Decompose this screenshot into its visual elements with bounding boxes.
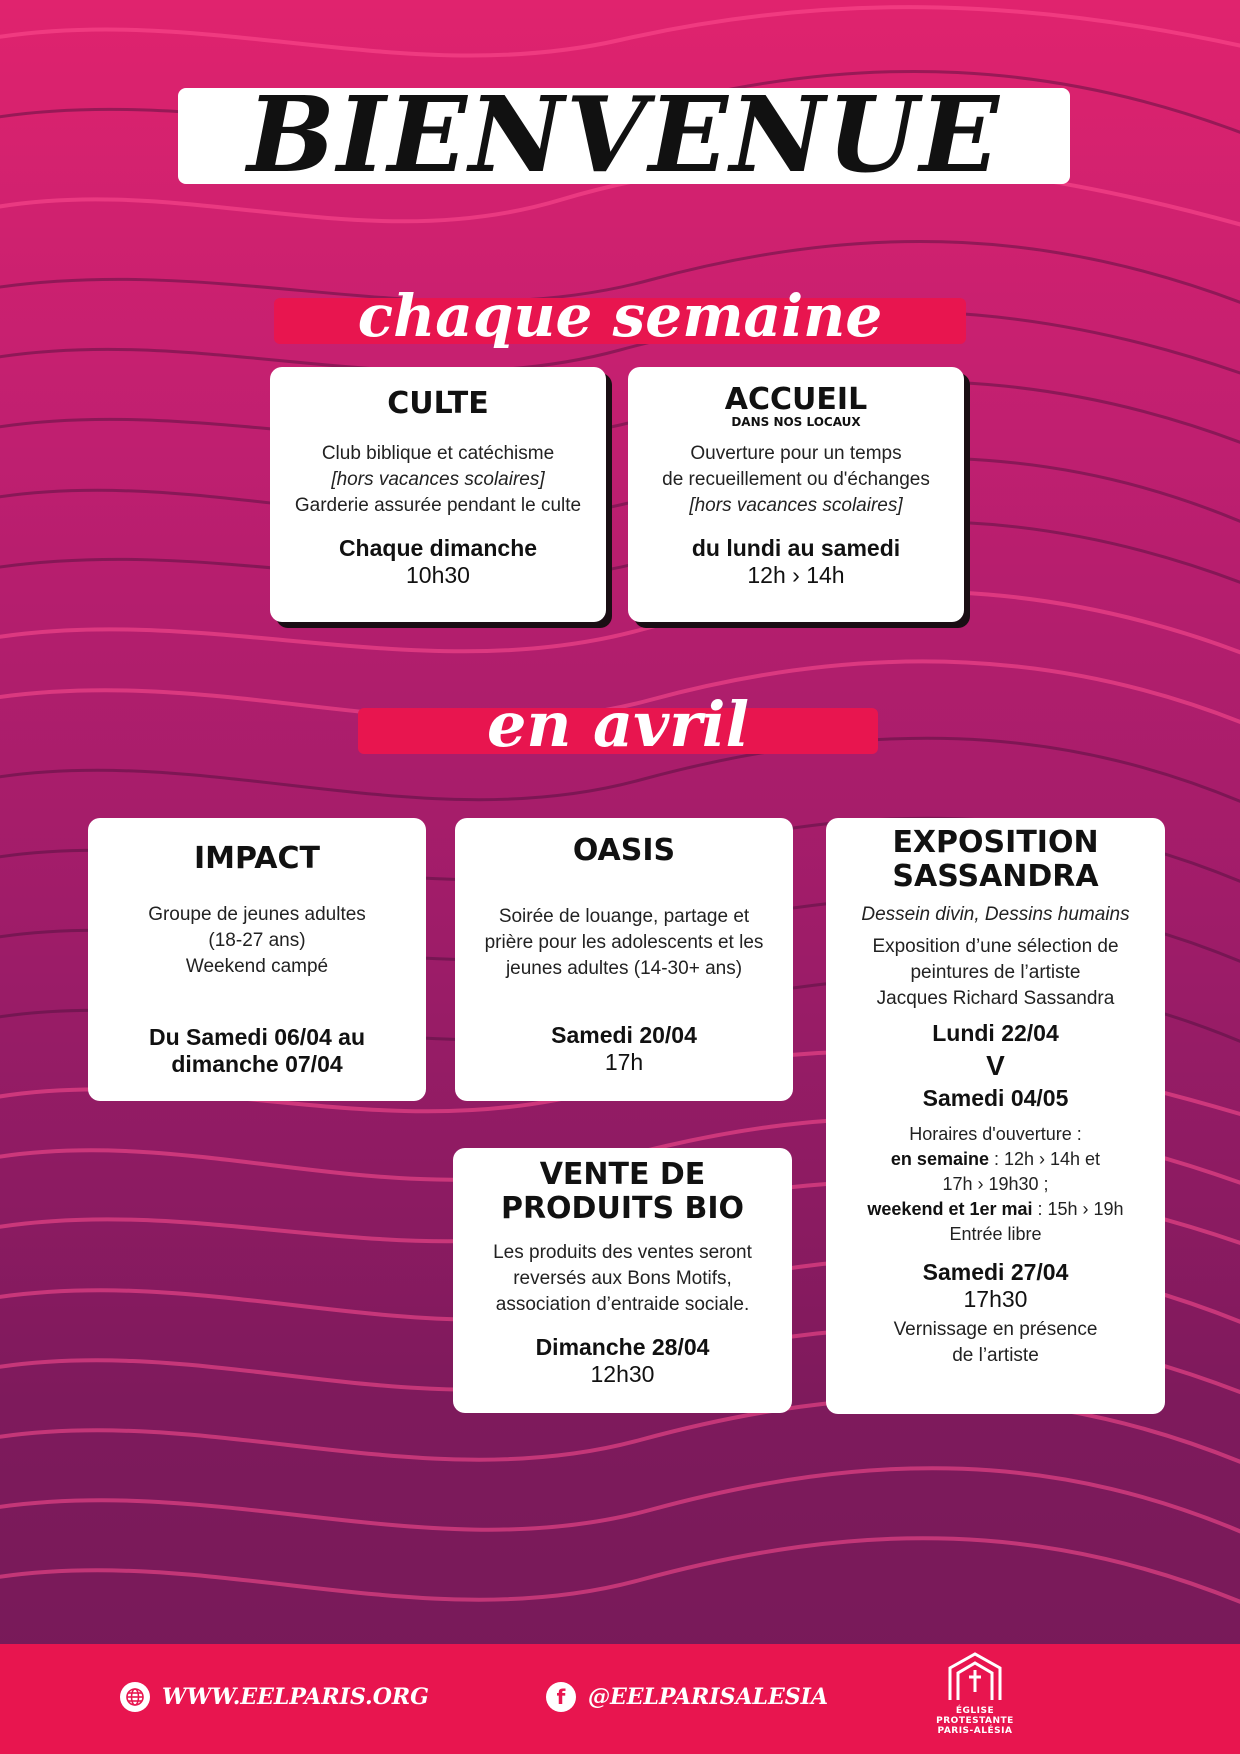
impact-desc-3: Weekend campé bbox=[185, 956, 329, 977]
expo-arrow-down: V bbox=[986, 1050, 1005, 1081]
expo-desc-1: Exposition d’une sélection de bbox=[872, 936, 1119, 957]
website-text: WWW.EELPARIS.ORG bbox=[162, 1684, 429, 1710]
expo-vernissage-desc-1: Vernissage en présence bbox=[893, 1319, 1098, 1340]
culte-desc-2: [hors vacances scolaires] bbox=[331, 469, 545, 490]
vente-desc-1: Les produits des ventes seront bbox=[493, 1242, 752, 1263]
vente-desc-3: association d’entraide sociale. bbox=[495, 1294, 750, 1315]
impact-card bbox=[88, 818, 426, 1101]
culte-title: CULTE bbox=[387, 386, 489, 421]
website-link[interactable] bbox=[120, 1682, 429, 1712]
vente-title-1: VENTE DE bbox=[539, 1157, 706, 1192]
expo-vernissage-desc-2: de l’artiste bbox=[952, 1345, 1039, 1366]
vente-time: 12h30 bbox=[590, 1361, 655, 1387]
facebook-link[interactable] bbox=[546, 1682, 828, 1712]
oasis-card bbox=[455, 818, 793, 1101]
oasis-title: OASIS bbox=[572, 833, 676, 868]
expo-week-hours-1: : 12h › 14h et bbox=[988, 1149, 1101, 1169]
facebook-text: @EELPARISALESIA bbox=[588, 1684, 829, 1710]
accueil-time: 12h › 14h bbox=[747, 562, 845, 588]
page-title: BIENVENUE bbox=[247, 73, 1001, 196]
weekly-heading: chaque semaine bbox=[357, 282, 883, 350]
vente-card bbox=[453, 1148, 792, 1413]
expo-desc-2: peintures de l’artiste bbox=[910, 962, 1081, 983]
impact-desc-2: (18-27 ans) bbox=[208, 930, 306, 951]
impact-when-1: Du Samedi 06/04 au bbox=[148, 1024, 366, 1050]
vente-when: Dimanche 28/04 bbox=[535, 1334, 710, 1360]
expo-hours-label: Horaires d'ouverture : bbox=[909, 1124, 1082, 1144]
impact-when-2: dimanche 07/04 bbox=[171, 1051, 343, 1077]
church-logo-icon bbox=[944, 1650, 1006, 1702]
expo-title-1: EXPOSITION bbox=[892, 825, 1099, 860]
vente-title-2: PRODUITS BIO bbox=[500, 1191, 745, 1226]
accueil-desc-1: Ouverture pour un temps bbox=[690, 443, 902, 464]
oasis-when: Samedi 20/04 bbox=[551, 1022, 697, 1048]
oasis-desc-1: Soirée de louange, partage et bbox=[498, 906, 750, 927]
culte-when: Chaque dimanche bbox=[338, 535, 538, 561]
accueil-subtitle: DANS NOS LOCAUX bbox=[731, 415, 861, 429]
expo-card bbox=[826, 818, 1165, 1414]
expo-date-from: Lundi 22/04 bbox=[932, 1020, 1059, 1046]
culte-time: 10h30 bbox=[406, 562, 470, 588]
logo-text-3: PARIS-ALÉSIA bbox=[937, 1726, 1013, 1736]
logo-text-2: PROTESTANTE bbox=[936, 1716, 1014, 1726]
expo-title-2: SASSANDRA bbox=[892, 859, 1099, 894]
expo-date-to: Samedi 04/05 bbox=[922, 1085, 1069, 1111]
culte-desc-1: Club biblique et catéchisme bbox=[321, 443, 555, 464]
accueil-desc-3: [hors vacances scolaires] bbox=[689, 495, 903, 516]
accueil-when: du lundi au samedi bbox=[691, 535, 901, 561]
oasis-time: 17h bbox=[604, 1049, 644, 1075]
logo-text-1: ÉGLISE bbox=[955, 1706, 995, 1716]
culte-card bbox=[270, 367, 606, 622]
vente-desc-2: reversés aux Bons Motifs, bbox=[513, 1268, 732, 1289]
expo-week-hours-2: 17h › 19h30 ; bbox=[942, 1174, 1049, 1194]
impact-desc-1: Groupe de jeunes adultes bbox=[148, 904, 366, 925]
facebook-icon: f bbox=[546, 1682, 576, 1712]
church-logo bbox=[930, 1650, 1020, 1750]
april-heading: en avril bbox=[486, 688, 750, 761]
expo-weekend-hours: : 15h › 19h bbox=[1032, 1199, 1124, 1219]
oasis-desc-2: prière pour les adolescents et les bbox=[484, 932, 764, 953]
expo-desc-3: Jacques Richard Sassandra bbox=[876, 988, 1115, 1009]
oasis-desc-3: jeunes adultes (14-30+ ans) bbox=[505, 958, 743, 979]
accueil-card bbox=[628, 367, 964, 622]
expo-vernissage-date: Samedi 27/04 bbox=[922, 1259, 1069, 1285]
accueil-desc-2: de recueillement ou d'échanges bbox=[662, 469, 930, 490]
expo-weekend-label: weekend et 1er mai bbox=[867, 1199, 1033, 1219]
accueil-title: ACCUEIL bbox=[724, 382, 868, 417]
expo-entry: Entrée libre bbox=[949, 1224, 1042, 1244]
culte-desc-3: Garderie assurée pendant le culte bbox=[294, 495, 582, 516]
expo-vernissage-time: 17h30 bbox=[963, 1286, 1028, 1312]
impact-title: IMPACT bbox=[194, 841, 320, 876]
expo-week-label: en semaine bbox=[890, 1149, 989, 1169]
expo-tagline: Dessein divin, Dessins humains bbox=[861, 904, 1130, 925]
globe-icon bbox=[120, 1682, 150, 1712]
